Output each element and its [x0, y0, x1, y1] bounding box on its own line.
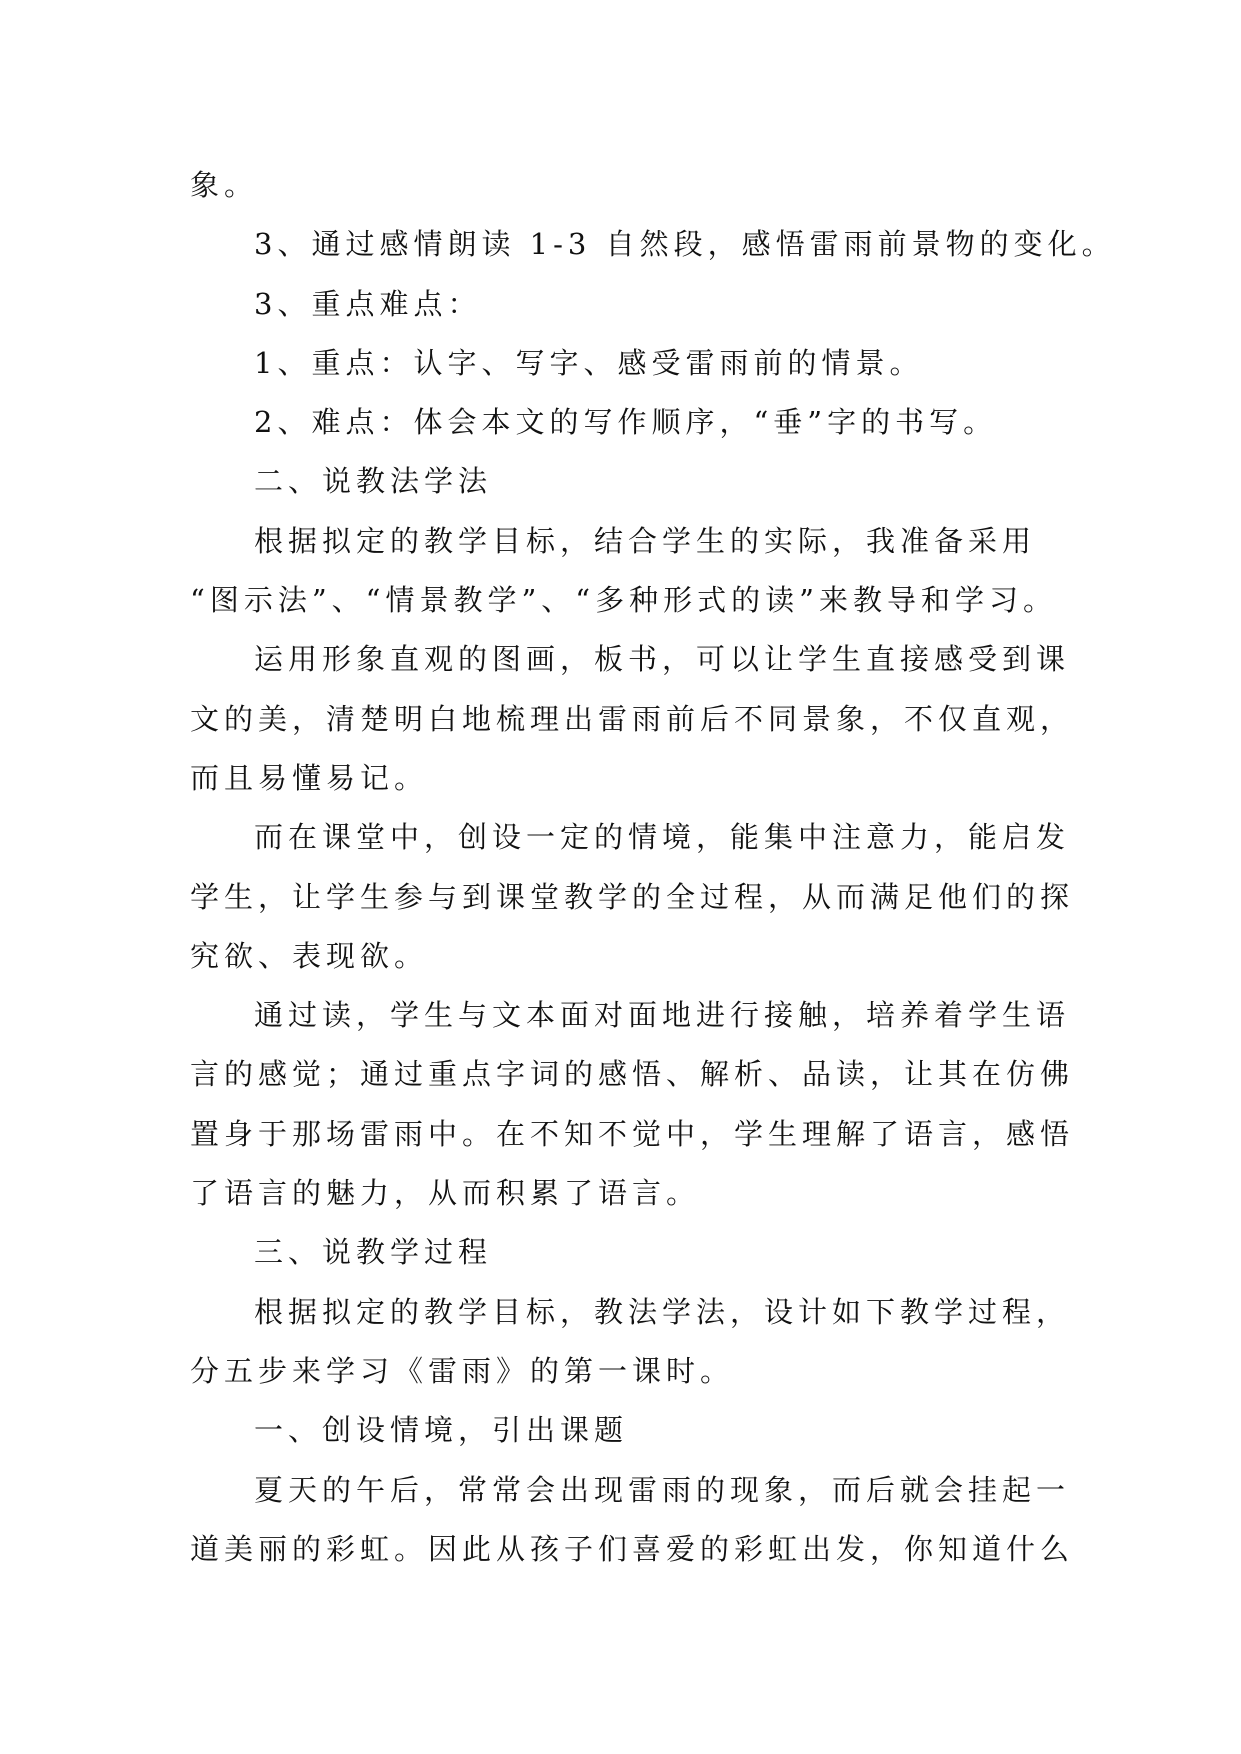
- paragraph-start: 通过读，学生与文本面对面地进行接触，培养着学生语: [254, 998, 1071, 1033]
- text-line: 3、通过感情朗读 1-3 自然段，感悟雷雨前景物的变化。: [254, 227, 1116, 262]
- text-line: 1、重点：认字、写字、感受雷雨前的情景。: [254, 345, 924, 380]
- text-line: 究欲、表现欲。: [190, 938, 429, 973]
- text-line: 了语言的魅力，从而积累了语言。: [190, 1176, 701, 1211]
- section-heading: 二、说教法学法: [254, 464, 493, 499]
- text-line: 言的感觉；通过重点字词的感悟、解析、品读，让其在仿佛: [190, 1057, 1075, 1092]
- section-heading: 一、创设情境，引出课题: [254, 1413, 629, 1448]
- text-line: 象。: [190, 168, 259, 202]
- section-heading: 3、重点难点：: [254, 286, 482, 321]
- text-line: 分五步来学习《雷雨》的第一课时。: [190, 1353, 735, 1388]
- paragraph-start: 运用形象直观的图画，板书，可以让学生直接感受到课: [254, 642, 1071, 677]
- text-line: 文的美，清楚明白地梳理出雷雨前后不同景象，不仅直观，: [190, 701, 1075, 736]
- paragraph-start: 根据拟定的教学目标，教法学法，设计如下教学过程，: [254, 1294, 1071, 1329]
- text-line: 2、难点：体会本文的写作顺序，“垂”字的书写。: [254, 405, 998, 440]
- text-line: “图示法”、“情景教学”、“多种形式的读”来教导和学习。: [190, 583, 1057, 618]
- section-heading: 三、说教学过程: [254, 1235, 493, 1270]
- paragraph-start: 根据拟定的教学目标，结合学生的实际，我准备采用: [254, 523, 1037, 558]
- text-line: 道美丽的彩虹。因此从孩子们喜爱的彩虹出发，你知道什么: [190, 1531, 1075, 1566]
- text-line: 而且易懂易记。: [190, 760, 429, 795]
- text-line: 置身于那场雷雨中。在不知不觉中，学生理解了语言，感悟: [190, 1116, 1075, 1151]
- paragraph-start: 夏天的午后，常常会出现雷雨的现象，而后就会挂起一: [254, 1472, 1071, 1507]
- document-body: [190, 156, 1116, 1579]
- text-line: 学生，让学生参与到课堂教学的全过程，从而满足他们的探: [190, 879, 1075, 914]
- paragraph-start: 而在课堂中，创设一定的情境，能集中注意力，能启发: [254, 820, 1071, 855]
